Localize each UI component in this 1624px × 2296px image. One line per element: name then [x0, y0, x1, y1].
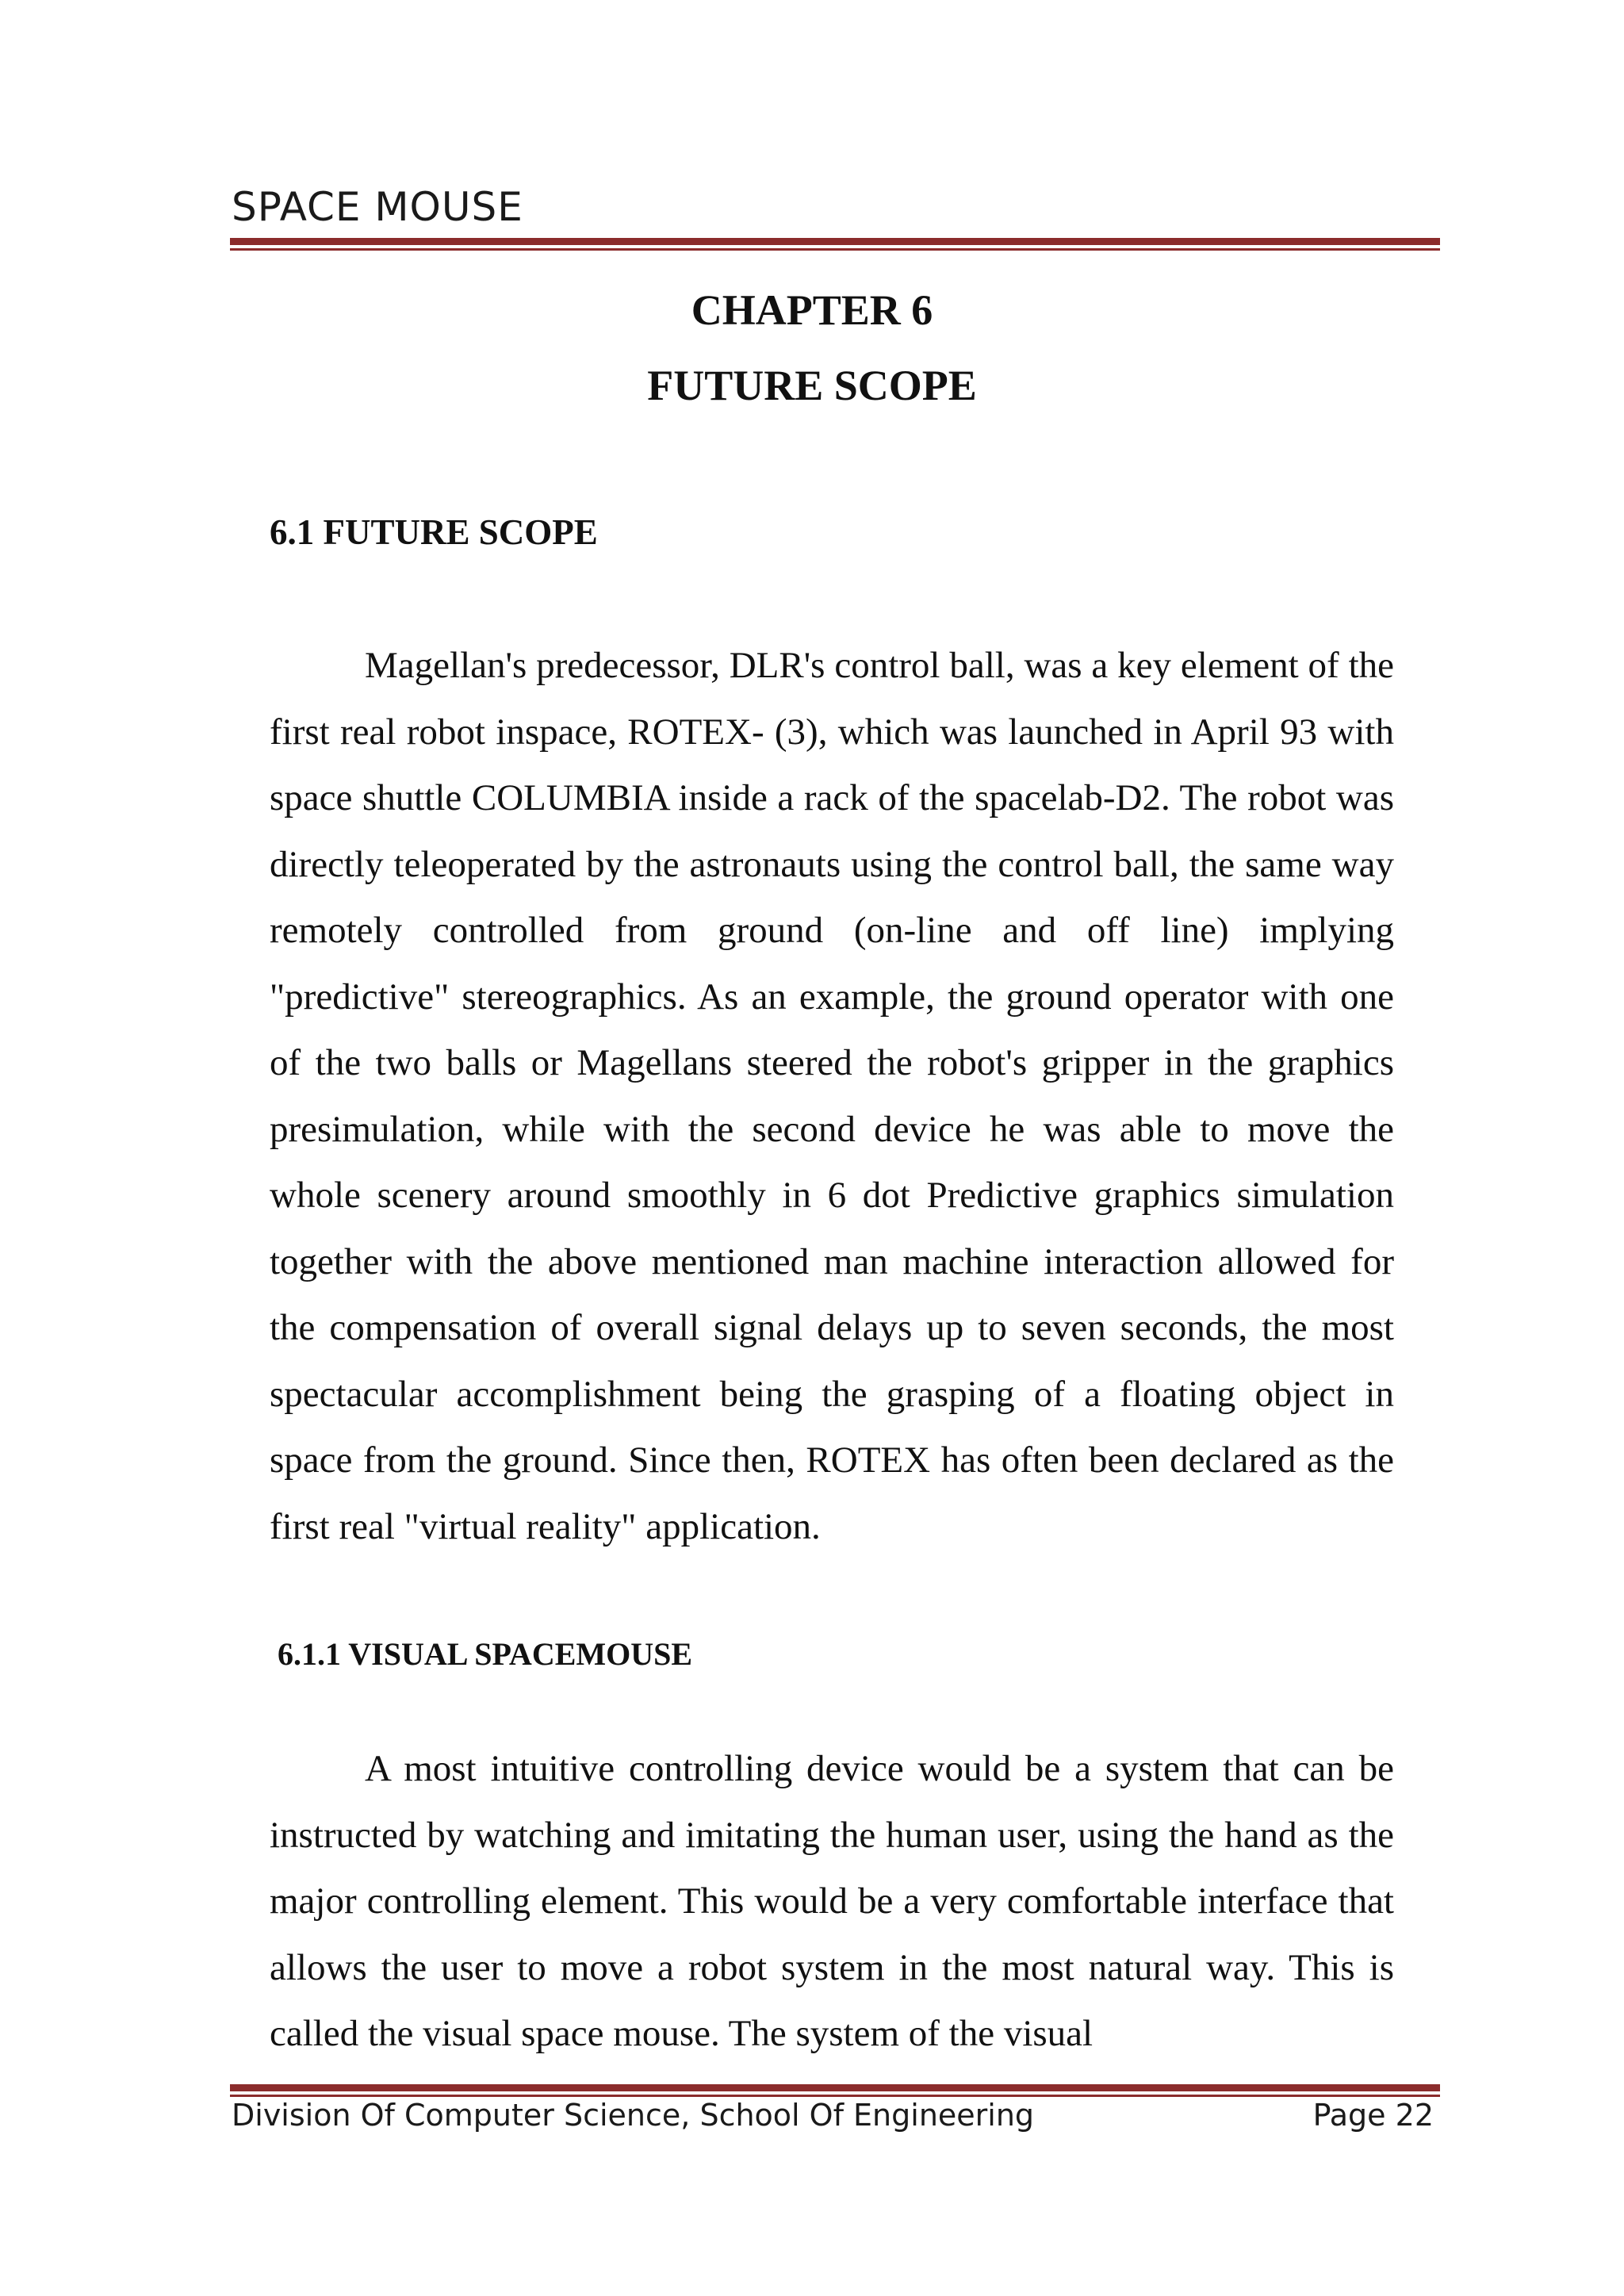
section-heading: 6.1 FUTURE SCOPE [270, 512, 598, 552]
header-rule-thin [230, 248, 1440, 251]
chapter-title: FUTURE SCOPE [647, 362, 977, 409]
footer-rule [230, 2084, 1440, 2097]
header-rule-thick [230, 238, 1440, 245]
chapter-number: CHAPTER 6 [691, 286, 933, 334]
footer-rule-thick [230, 2084, 1440, 2091]
subsection-paragraph: A most intuitive controlling device would be a system that can be instructed by watching and imitating the human user, using the hand as the major controlling element. This would be a very comfortable interface that allows the user to move a robot system in the most natural way. This is called the visual space mouse. The system of the visual [270, 1748, 1394, 2054]
subsection-heading: 6.1.1 VISUAL SPACEMOUSE [278, 1636, 693, 1672]
footer-rule-thin [230, 2095, 1440, 2097]
footer-page-number: Page 22 [1312, 2098, 1434, 2133]
running-header-title: SPACE MOUSE [232, 184, 523, 230]
header-rule [230, 238, 1440, 251]
footer-department: Division Of Computer Science, School Of Engineering [232, 2098, 1035, 2133]
section-paragraph: Magellan's predecessor, DLR's control ball, was a key element of the first real robot inspace, ROTEX- (3), which was launched in April 93 with space shuttle COLUMBIA inside a rack of the spacelab-D2. The robot was directly teleoperated by the astronauts using the control ball, the same way remotely controlled from ground (on-line and off line) implying "predictive" stereographics. As an example, the ground operator with one of the two balls or Magellans steered the robot's gripper in the graphics presimulation, while with the second device he was able to move the whole scenery around smoothly in 6 dot Predictive graphics simulation together with the above mentioned man machine interaction allowed for the compensation of overall signal delays up to seven seconds, the most spectacular accomplishment being the grasping of a floating object in space from the ground. Since then, ROTEX has often been declared as the first real "virtual reality" application. [270, 645, 1394, 1547]
